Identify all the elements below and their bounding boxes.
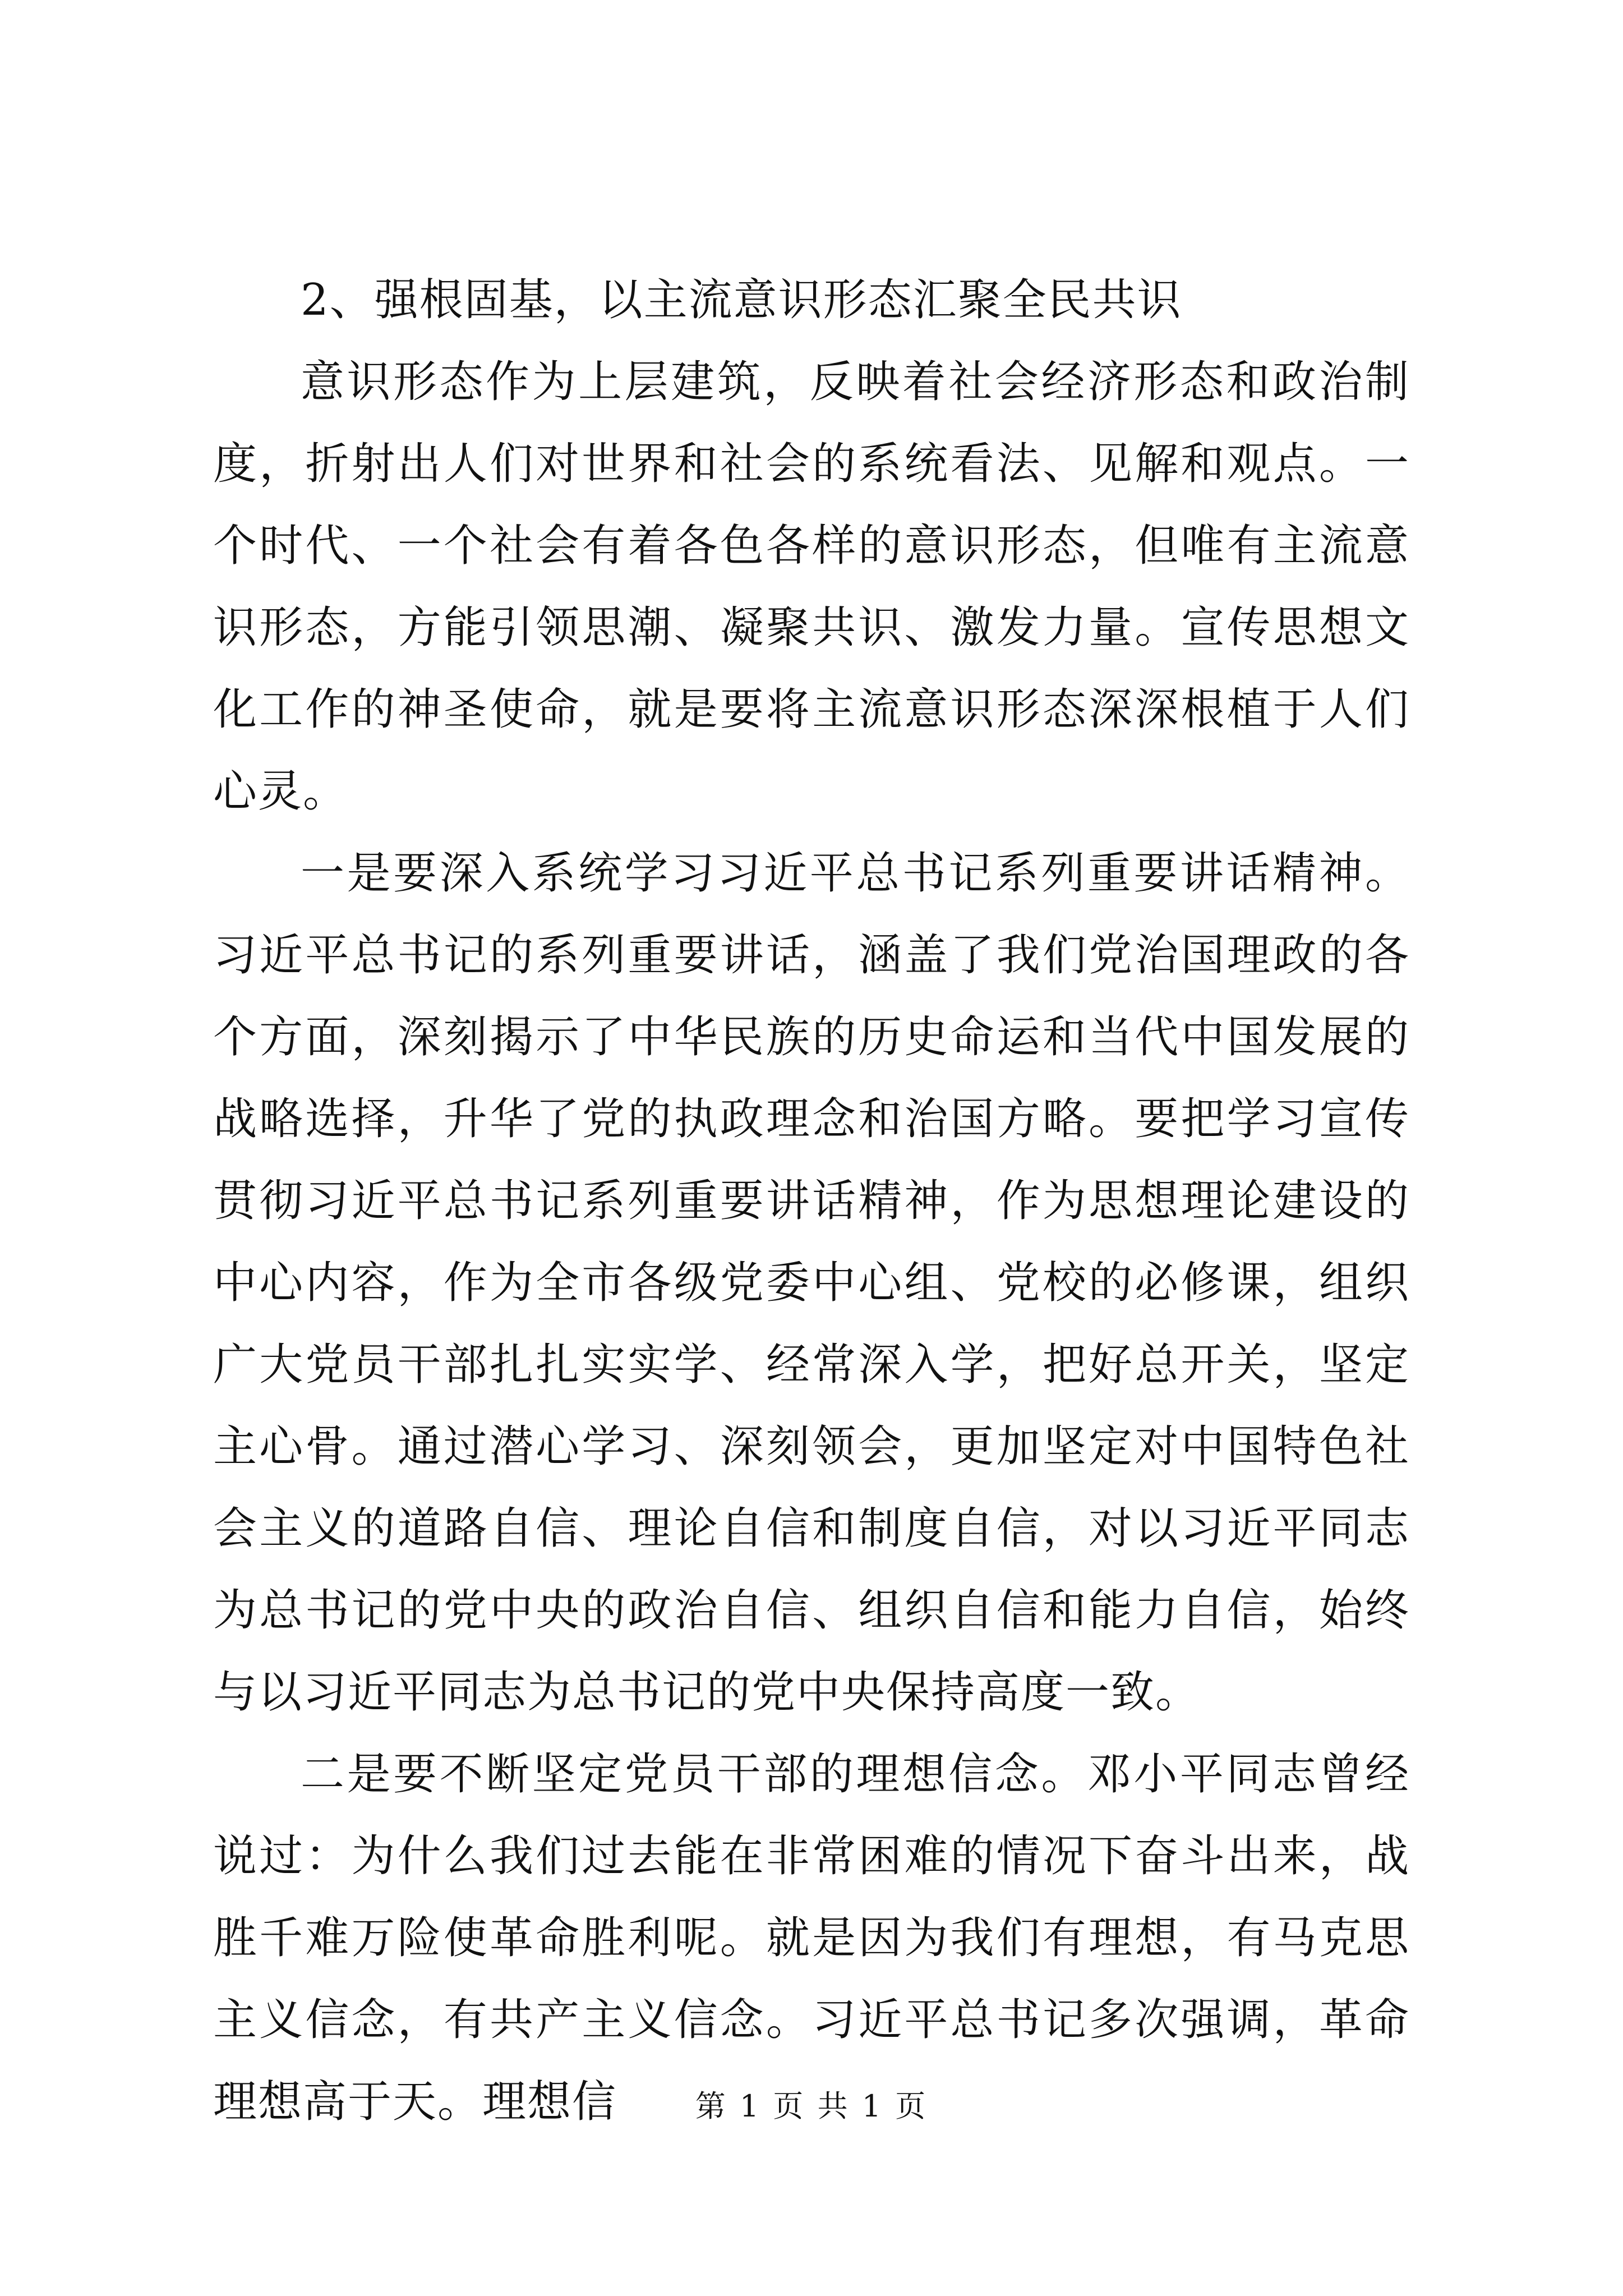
page-number-footer: 第 1 页 共 1 页 bbox=[695, 2088, 928, 2124]
paragraph-point-two: 二是要不断坚定党员干部的理想信念。邓小平同志曾经说过：为什么我们过去能在非常困难的情况下奋斗出来，战胜千难万险使革命胜利呢。就是因为我们有理想，有马克思主义信念，有共产主义信念。习近平总书记多次强调，革命理想高于天。理想信 bbox=[213, 1749, 1410, 2127]
document-body bbox=[213, 259, 1410, 2143]
section-heading: 2、强根固基，以主流意识形态汇聚全民共识 bbox=[301, 275, 1182, 325]
paragraph-point-one: 一是要深入系统学习习近平总书记系列重要讲话精神。习近平总书记的系列重要讲话，涵盖了我们党治国理政的各个方面，深刻揭示了中华民族的历史命运和当代中国发展的战略选择，升华了党的执政理念和治国方略。要把学习宣传贯彻习近平总书记系列重要讲话精神，作为思想理论建设的中心内容，作为全市各级党委中心组、党校的必修课，组织广大党员干部扎扎实实学、经常深入学，把好总开关，坚定主心骨。通过潜心学习、深刻领会，更加坚定对中国特色社会主义的道路自信、理论自信和制度自信，对以习近平同志为总书记的党中央的政治自信、组织自信和能力自信，始终与以习近平同志为总书记的党中央保持高度一致。 bbox=[213, 848, 1410, 1718]
paragraph-intro: 意识形态作为上层建筑，反映着社会经济形态和政治制度，折射出人们对世界和社会的系统看法、见解和观点。一个时代、一个社会有着各色各样的意识形态，但唯有主流意识形态，方能引领思潮、凝聚共识、激发力量。宣传思想文化工作的神圣使命，就是要将主流意识形态深深根植于人们心灵。 bbox=[213, 357, 1410, 817]
